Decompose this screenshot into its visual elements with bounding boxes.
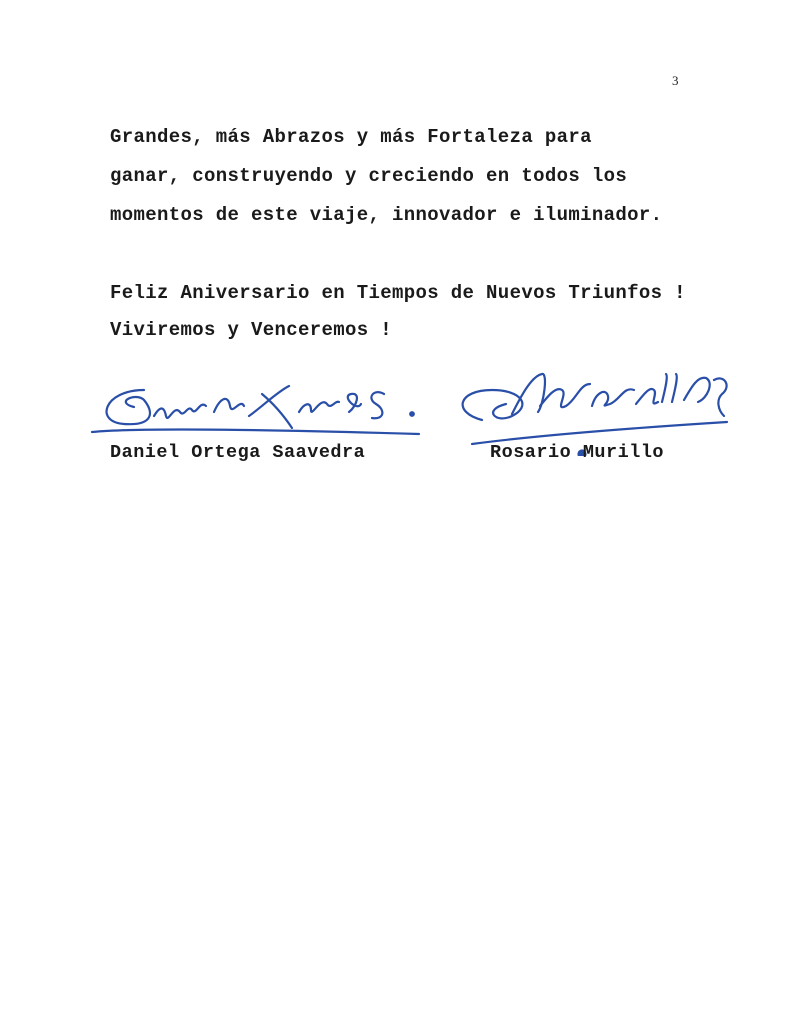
body-line-3: momentos de este viaje, innovador e iluminador. [110, 204, 663, 226]
page-number: 3 [672, 73, 679, 88]
signature-left [84, 372, 424, 444]
signature-right [452, 356, 742, 456]
body-line-1: Grandes, más Abrazos y más Fortaleza para [110, 126, 592, 148]
signatory-name-left: Daniel Ortega Saavedra [110, 442, 366, 463]
body-line-2: ganar, construyendo y creciendo en todos los [110, 165, 628, 187]
closing-line-1: Feliz Aniversario en Tiempos de Nuevos Triunfos ! [110, 282, 686, 304]
closing-line-2: Viviremos y Venceremos ! [110, 319, 393, 341]
signatory-name-right: Rosario Murillo [490, 442, 665, 463]
